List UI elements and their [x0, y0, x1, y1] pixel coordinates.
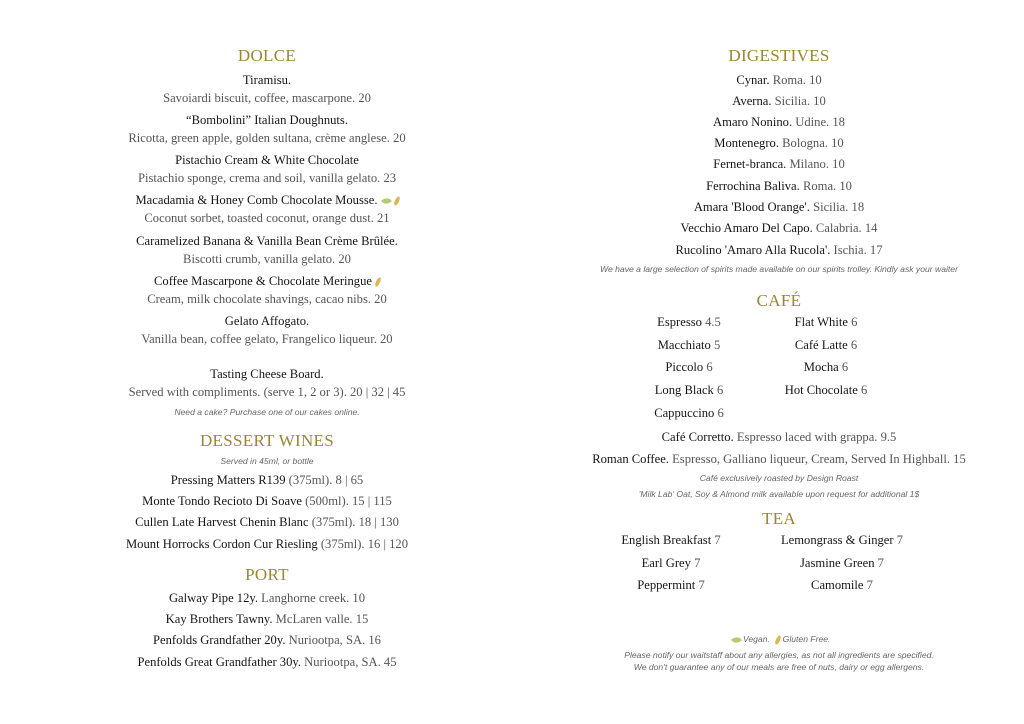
- digestive-item: Cynar. Roma. 10: [736, 73, 822, 87]
- digestive-item: Ferrochina Baliva. Roma. 10: [706, 179, 852, 193]
- menu-item-desc: Savoiardi biscuit, coffee, mascarpone. 20: [163, 91, 371, 105]
- port-item: Galway Pipe 12y. Langhorne creek. 10: [168, 591, 366, 605]
- tea-item: Peppermint 7: [637, 578, 705, 592]
- port-heading: PORT: [245, 565, 289, 584]
- digestive-item: Amara 'Blood Orange'. Sicilia. 18: [693, 200, 865, 214]
- tea-item: Camomile 7: [811, 578, 873, 592]
- wine-item: Pressing Matters R139 (375ml). 8 | 65: [170, 473, 364, 487]
- cafe-item: Hot Chocolate 6: [784, 383, 868, 397]
- dolce-heading: DOLCE: [237, 46, 297, 65]
- digestive-item: Rucolino 'Amaro Alla Rucola'. Ischia. 17: [675, 243, 883, 257]
- port-item: Kay Brothers Tawny. McLaren valle. 15: [165, 612, 369, 626]
- cafe-item: Flat White 6: [794, 315, 858, 329]
- menu-item-desc: Cream, milk chocolate shavings, cacao nibs. 20: [147, 292, 387, 306]
- port-item: Penfolds Grandfather 20y. Nuriootpa, SA. 16: [153, 633, 381, 647]
- menu-item-name: Macadamia & Honey Comb Chocolate Mousse.: [0, 192, 534, 208]
- menu-item-desc: Served with compliments. (serve 1, 2 or 3). 20 | 32 | 45: [128, 385, 406, 399]
- cafe-heading: CAFÉ: [756, 291, 802, 310]
- leaf-icon: [731, 635, 742, 645]
- roaster-note: Café exclusively roasted by Design Roast: [699, 473, 859, 483]
- digestive-item: Fernet-branca. Milano. 10: [713, 157, 845, 171]
- cafe-item: Macchiato 5: [657, 338, 721, 352]
- tea-item: Jasmine Green 7: [800, 556, 884, 570]
- cafe-extra-item: Café Corretto. Espresso laced with grappa. 9.5: [661, 430, 897, 444]
- wheat-icon: [374, 277, 382, 288]
- cafe-item: Long Black 6: [654, 383, 724, 397]
- menu-item-name: Caramelized Banana & Vanilla Bean Crème Brûlée.: [136, 234, 398, 248]
- menu-item-name: Gelato Affogato.: [224, 314, 310, 328]
- allergen-note: We don't guarantee any of our meals are free of nuts, dairy or egg allergens.: [633, 662, 925, 672]
- cafe-item: Piccolo 6: [665, 360, 713, 374]
- menu-item-desc: Vanilla bean, coffee gelato, Frangelico liqueur. 20: [141, 332, 393, 346]
- wheat-icon: [393, 196, 401, 207]
- digestive-item: Amaro Nonino. Udine. 18: [713, 115, 845, 129]
- spirits-note: We have a large selection of spirits made available on our spirits trolley. Kindly ask your waiter: [600, 264, 958, 274]
- menu-item-name: Tasting Cheese Board.: [210, 367, 324, 381]
- dessert-wines-heading: DESSERT WINES: [199, 431, 334, 450]
- menu-item-name: Coffee Mascarpone & Chocolate Meringue: [0, 273, 534, 289]
- digestive-item: Averna. Sicilia. 10: [732, 94, 826, 108]
- cafe-item: Espresso 4.5: [657, 315, 721, 329]
- serving-note: Served in 45ml, or bottle: [220, 456, 314, 466]
- milk-note: 'Milk Lab' Oat, Soy & Almond milk available upon request for additional 1$: [638, 489, 920, 499]
- wine-item: Cullen Late Harvest Chenin Blanc (375ml). 18 | 130: [135, 515, 399, 529]
- cafe-item: Cappuccino 6: [654, 406, 724, 420]
- cafe-extra-item: Roman Coffee. Espresso, Galliano liqueur, Cream, Served In Highball. 15: [592, 452, 966, 466]
- tea-item: Lemongrass & Ginger 7: [780, 533, 904, 547]
- tea-grid: [534, 0, 1024, 724]
- digestives-heading: DIGESTIVES: [728, 46, 830, 65]
- dietary-legend: Vegan. Gluten Free.: [534, 634, 1024, 645]
- port-item: Penfolds Great Grandfather 30y. Nuriootpa, SA. 45: [137, 655, 397, 669]
- cake-note: Need a cake? Purchase one of our cakes online.: [174, 407, 360, 417]
- cafe-item: Mocha 6: [803, 360, 849, 374]
- wine-item: Mount Horrocks Cordon Cur Riesling (375ml). 16 | 120: [125, 537, 409, 551]
- leaf-icon: [381, 196, 392, 206]
- digestive-item: Vecchio Amaro Del Capo. Calabria. 14: [680, 221, 878, 235]
- menu-item-desc: Biscotti crumb, vanilla gelato. 20: [183, 252, 351, 266]
- menu-item-desc: Ricotta, green apple, golden sultana, crème anglese. 20: [128, 131, 406, 145]
- allergy-note: Please notify our waitstaff about any allergies, as not all ingredients are specified.: [624, 650, 934, 660]
- menu-item-name: “Bombolini” Italian Doughnuts.: [186, 113, 348, 127]
- tea-item: Earl Grey 7: [641, 556, 701, 570]
- cafe-item: Café Latte 6: [794, 338, 858, 352]
- menu-item-desc: Pistachio sponge, crema and soil, vanilla gelato. 23: [137, 171, 397, 185]
- menu-item-name: Pistachio Cream & White Chocolate: [175, 153, 359, 167]
- tea-heading: TEA: [762, 509, 796, 528]
- wine-item: Monte Tondo Recioto Di Soave (500ml). 15 | 115: [142, 494, 392, 508]
- wheat-icon: [774, 634, 782, 645]
- tea-item: English Breakfast 7: [621, 533, 721, 547]
- menu-item-desc: Coconut sorbet, toasted coconut, orange dust. 21: [144, 211, 390, 225]
- digestive-item: Montenegro. Bologna. 10: [714, 136, 844, 150]
- menu-item-name: Tiramisu.: [242, 73, 292, 87]
